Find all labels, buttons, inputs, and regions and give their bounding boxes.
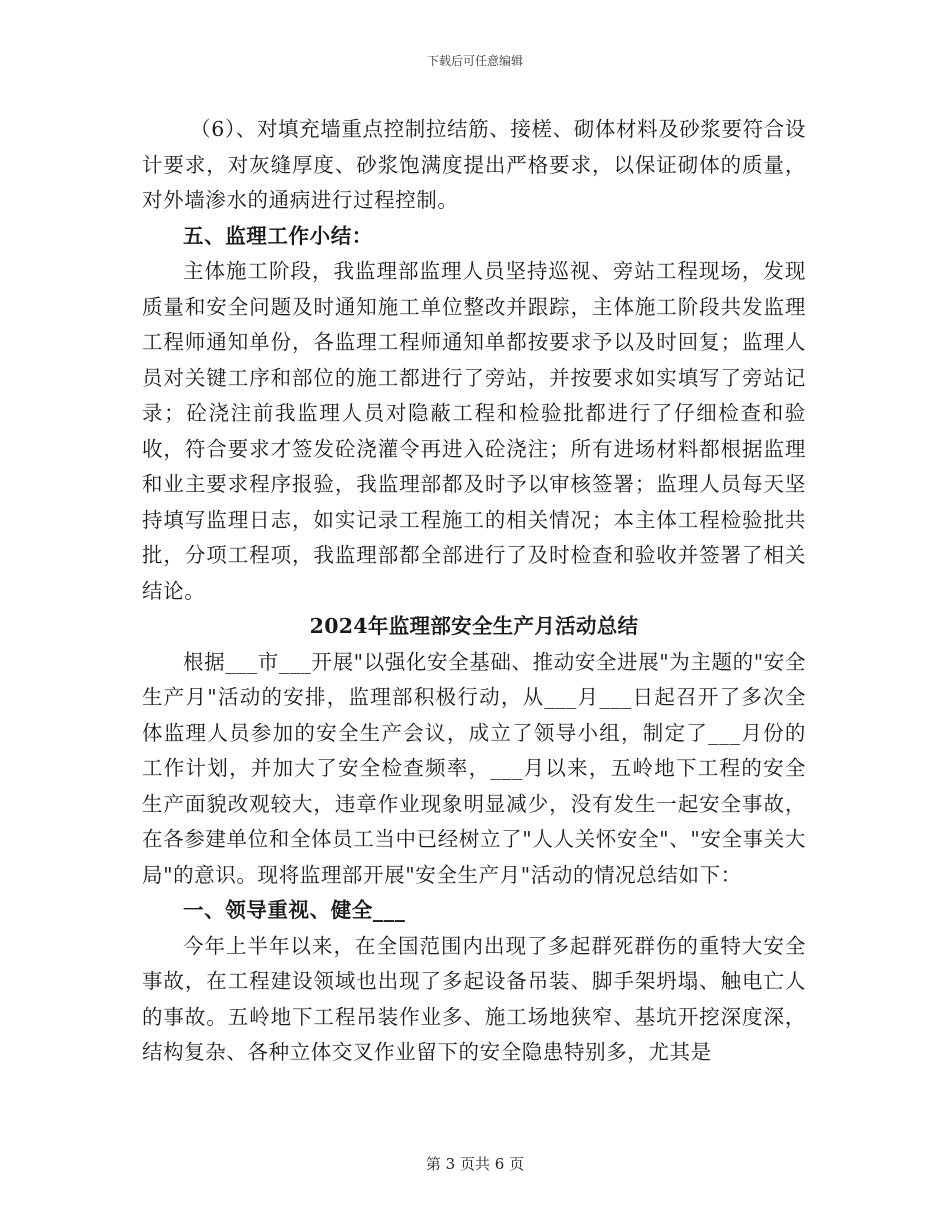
document-title: 2024年监理部安全生产月活动总结 [309,614,639,638]
section-1-heading: 一、领导重视、健全___ [183,898,406,922]
page-footer: 第 3 页共 6 页 [425,1155,525,1173]
intro-paragraph: 根据___市___开展"以强化安全基础、推动安全进展"为主题的"安全生产月"活动的安排，监理部积极行动，从___月___日起召开了多次全体监理人员参加的安全生产会议，成立了领导小组，制定了___月份的工作计划，并加大了安全检查频率，___月以来，五岭地下工程的安全生产面貌改观较大，违章作业现象明显减少，没有发生一起安全事故，在各参建单位和全体员工当中已经树立了"人人关怀安全"、"安全事关大局"的意识。现将监理部开展"安全生产月"活动的情况总结如下： [142,649,806,887]
document-body [142,112,806,1071]
paragraph-item-6: （6）、对填充墙重点控制拉结筋、接槎、砌体材料及砂浆要符合设计要求，对灰缝厚度、砂浆饱满度提出严格要求，以保证砌体的质量，对外墙渗水的通病进行过程控制。 [142,117,806,212]
page-header: 下载后可任意编辑 [426,54,523,68]
section-1-body: 今年上半年以来，在全国范围内出现了多起群死群伤的重特大安全事故，在工程建设领域也出现了多起设备吊装、脚手架坍塌、触电亡人的事故。五岭地下工程吊装作业多、施工场地狭窄、基坑开挖深度深，结构复杂、各种立体交叉作业留下的安全隐患特别多，尤其是 [142,933,806,1064]
section-5-body: 主体施工阶段，我监理部监理人员坚持巡视、旁站工程现场，发现质量和安全问题及时通知施工单位整改并跟踪，主体施工阶段共发监理工程师通知单份，各监理工程师通知单都按要求予以及时回复；监理人员对关键工序和部位的施工都进行了旁站，并按要求如实填写了旁站记录；砼浇注前我监理人员对隐蔽工程和检验批都进行了仔细检查和验收，符合要求才签发砼浇灌令再进入砼浇注；所有进场材料都根据监理和业主要求程序报验，我监理部都及时予以审核签署；监理人员每天坚持填写监理日志，如实记录工程施工的相关情况；本主体工程检验批共批，分项工程项，我监理部都全部进行了及时检查和验收并签署了相关结论。 [142,259,806,603]
section-5-heading: 五、监理工作小结： [183,223,373,248]
